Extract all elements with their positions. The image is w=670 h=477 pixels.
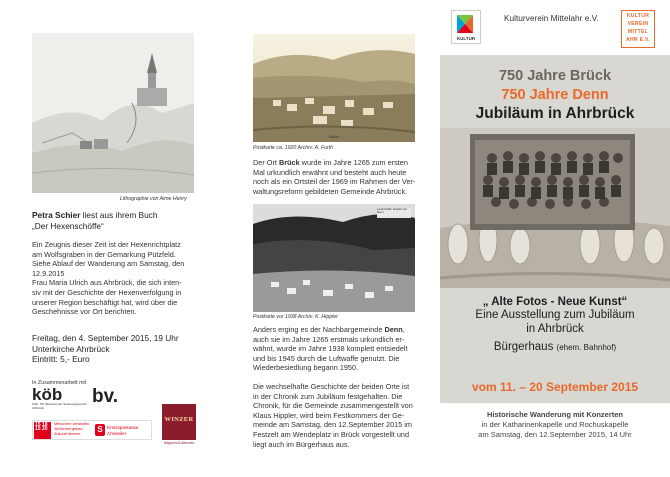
photo1-caption: Postkarte ca. 1920 Archiv: A. Furth	[253, 145, 334, 151]
bv-logo	[92, 386, 118, 408]
koeb-text: köb	[32, 385, 63, 404]
text-line: Geschehnisse vor Ort berichten.	[32, 307, 137, 317]
spk-year: 15	[35, 425, 41, 432]
text-line: Frau Maria Ulrich aus Ahrbrück, die sich inten-	[32, 278, 182, 288]
spk-year: 20	[41, 425, 48, 432]
spk-slogan	[54, 422, 90, 437]
text-line: siv mit der Geschichte der Hexenverfolgung in	[32, 287, 182, 297]
title-brueck: 750 Jahre Brück	[498, 68, 612, 84]
text-line: Ein Zeugnis dieser Zeit ist der Hexenrichtplatz	[32, 240, 181, 249]
photo2-caption: Postkarte vor 1938 Archiv: K. Hippler	[253, 314, 338, 320]
text-line: Chronik, für die Gemeinde zusammengestellt von	[253, 401, 413, 411]
event-price: Eintritt: 5,- Euro	[32, 354, 90, 364]
cooperation-label: In Zusammenarbeit mit	[32, 380, 87, 386]
sparkasse-s-icon: S	[95, 424, 105, 436]
text-line: und bis 1945 durch die Luftwaffe genutzt. Die	[253, 353, 400, 363]
title-denn: 750 Jahre Denn	[501, 87, 609, 103]
litho-caption: Lithographie von Aime Henry	[120, 196, 187, 202]
author-name: Petra Schier	[32, 210, 81, 220]
spk-year: 15	[35, 421, 41, 428]
photo-denn-1938	[253, 204, 415, 312]
text-line: Festzelt am Wendeplatz in Brück vorgestellt und	[253, 429, 410, 439]
photo1-inner-label: Brück	[329, 134, 340, 139]
denn-paragraph	[253, 325, 423, 373]
exhibit-title: „ Alte Fotos - Neue Kunst“	[482, 296, 628, 308]
venue-main: Bürgerhaus	[493, 341, 557, 353]
slogan-line: Sicherheit geben.	[54, 427, 84, 431]
text-line: Anders erging es der Nachbargemeinde Denn,	[253, 325, 405, 334]
author-rest: liest aus ihrem Buch	[80, 210, 158, 220]
text-line: in der Chronik zum Jubiläum festgehalten. Die	[253, 391, 403, 401]
winzer-logo	[162, 404, 196, 440]
text-line: meinde am Samstag, den 12.September 2015 im	[253, 420, 412, 430]
reading-event-info	[32, 333, 179, 365]
exhibit-line-1: Eine Ausstellung zum Jubiläum	[475, 309, 635, 321]
text-line: wähnt, wurde im Jahre 1938 komplett entsiedelt	[253, 344, 408, 354]
text-line: auch sie im Jahre 1265 erstmals urkundlich er-	[253, 334, 405, 344]
text-line: am Wolfsgraben in der Gemarkung Pützfeld.	[32, 249, 176, 259]
photo-brueck-1920	[253, 34, 415, 142]
bv-text: bv.	[92, 386, 119, 407]
slogan-line: Zukunft denken.	[54, 432, 82, 436]
hike-line-2: am Samstag, den 12.September 2015, 14 Uhr	[478, 430, 632, 439]
text-line: Siehe Ablauf der Wanderung am Samstag, den	[32, 259, 185, 269]
exhibit-dates: vom 11. – 20 September 2015	[471, 380, 639, 394]
kultur-logo-right	[621, 10, 655, 48]
lithograph-image	[32, 33, 194, 193]
winzer-text: WINZER	[164, 416, 194, 423]
exhibit-line-2: in Ahrbrück	[526, 323, 584, 335]
event-location: Unterkirche Ahrbrück	[32, 343, 110, 354]
photo2-inner-label: Landschaftl. Ansicht von Denn	[377, 207, 408, 215]
text-line: noch als ein Ortsteil der 1969 im Rahmen der Ver-	[253, 177, 416, 187]
text-line: Mal urkundlich erwähnt und besteht auch heute	[253, 167, 407, 177]
logo-right-lines: KULTUR VEREIN MITTEL AHR E.V.	[625, 13, 650, 43]
spk-year: 18	[41, 421, 48, 428]
text-line: Der Ort Brück wurde im Jahre 1265 zum ersten	[253, 158, 408, 167]
winzer-sub: Mayschoß-Altenahr	[163, 441, 195, 445]
text-line: waltungsreform gebildeten Gemeinde Ahrbrück.	[253, 186, 408, 196]
logo-left-text: KULTUR	[456, 36, 476, 41]
author-heading	[32, 210, 157, 221]
text-line: liegt auch im Bürgerhaus aus.	[253, 439, 350, 449]
koeb-subtext: Kath. Öff. Bücherei der Seelsorgebereich Ahrbrück	[32, 402, 87, 410]
art-photo-collage	[440, 128, 670, 288]
org-name: Kulturverein Mittelahr e.V.	[504, 13, 599, 23]
sparkasse-name: Kreissparkasse Ahrweiler	[107, 425, 139, 436]
event-date: Freitag, den 4. September 2015, 19 Uhr	[32, 333, 179, 343]
text-line: Klaus Hippler, wird beim Festkommers der Ge-	[253, 410, 405, 420]
hike-line-1: in der Katharinenkapelle und Rochuskapelle	[481, 420, 629, 429]
title-jubilaeum: Jubiläum in Ahrbrück	[475, 105, 635, 122]
book-title: „Der Hexenschöffe“	[32, 221, 104, 231]
sparkasse-banner	[32, 420, 152, 440]
hike-title: Historische Wanderung mit Konzerten	[487, 410, 623, 419]
exhibit-venue	[440, 337, 670, 355]
koeb-logo	[32, 387, 90, 410]
chronicle-paragraph	[253, 382, 423, 449]
spk-years-badge	[34, 422, 51, 439]
text-line: unserer Region beschäftigt hat, wird über die	[32, 297, 178, 307]
text-line: Die wechselhafte Geschichte der beiden Orte ist	[253, 382, 410, 391]
text-line: Wiederbesiedlung begann 1950.	[253, 363, 359, 373]
slogan-line: Menschen verbinden.	[54, 422, 91, 426]
brueck-paragraph	[253, 158, 423, 196]
text-line: 12.9.2015	[32, 268, 65, 278]
kultur-logo-left	[451, 10, 481, 44]
witch-paragraph	[32, 240, 232, 317]
venue-sub: (ehem. Bahnhof)	[556, 343, 617, 352]
